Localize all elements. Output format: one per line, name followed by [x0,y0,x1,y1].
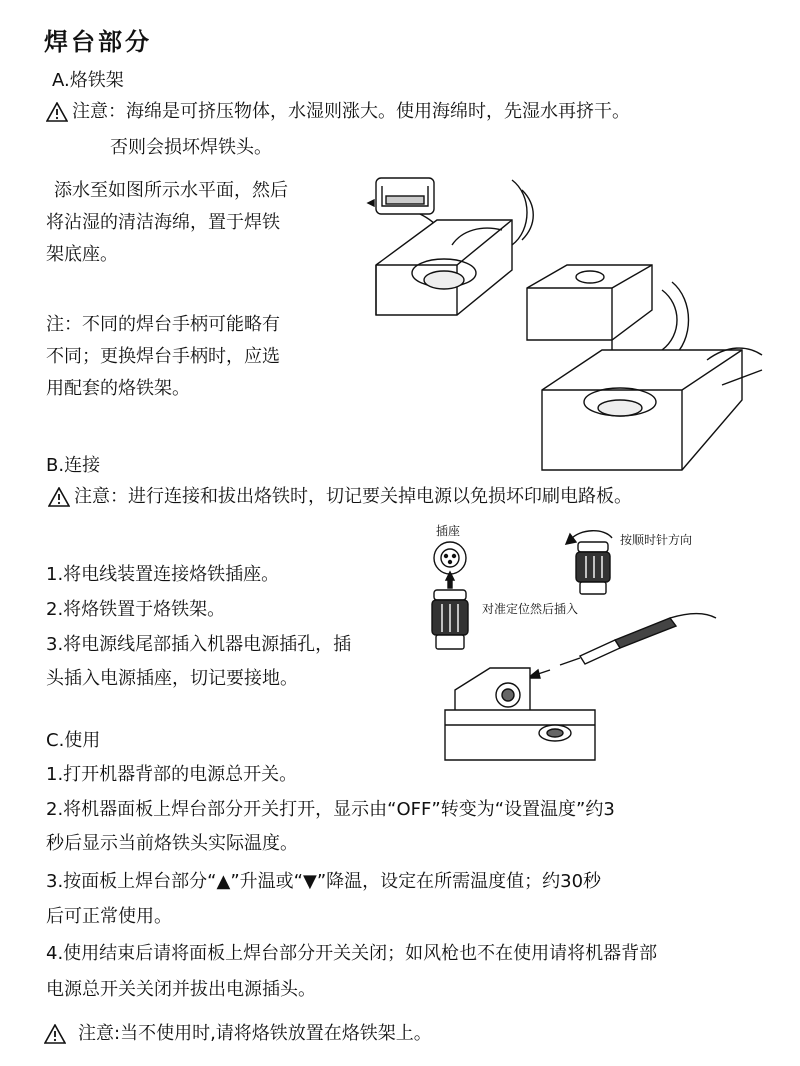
connect-step: 2.将烙铁置于烙铁架。 [46,599,226,620]
usage-line: 3.按面板上焊台部分“▲”升温或“▼”降温，设定在所需温度值；约30秒 [46,871,602,892]
warning-icon [46,102,68,122]
clockwise-label: 按顺时针方向 [620,533,693,547]
connect-step: 头插入电源插座，切记要接地。 [46,668,298,689]
usage-line: 1.打开机器背部的电源总开关。 [46,764,298,785]
usage-line: 2.将机器面板上焊台部分开关打开，显示由“OFF”转变为“设置温度”约3 [46,799,615,820]
section-a-heading: A.烙铁架 [52,70,124,91]
socket-label: 插座 [436,524,461,538]
warning-text: 注意：进行连接和拔出烙铁时，切记要关掉电源以免损坏印刷电路板。 [74,486,632,507]
warning-icon [44,1024,66,1044]
warning-text: 注意:当不使用时,请将烙铁放置在烙铁架上。 [78,1023,432,1044]
section-c-heading: C.使用 [46,730,101,751]
handle-note-line: 用配套的烙铁架。 [46,378,190,399]
usage-line: 电源总开关关闭并拔出电源插头。 [46,979,316,1000]
page-title: 焊台部分 [44,28,152,56]
connect-step: 3.将电源线尾部插入机器电源插孔，插 [46,634,352,655]
warning-text-cont: 否则会损坏焊铁头。 [110,137,272,158]
handle-note-line: 注：不同的焊台手柄可能略有 [46,314,280,335]
section-a-warning [46,97,630,127]
final-warning [44,1019,432,1049]
usage-line: 后可正常使用。 [46,906,172,927]
usage-line: 秒后显示当前烙铁头实际温度。 [46,833,298,854]
water-instruction-line: 架底座。 [46,244,118,265]
warning-text: 注意：海绵是可挤压物体，水湿则涨大。使用海绵时，先湿水再挤干。 [72,101,630,122]
sponge-tray-illustration [362,170,782,475]
usage-line: 4.使用结束后请将面板上焊台部分开关关闭；如风枪也不在使用请将机器背部 [46,943,658,964]
section-b-heading: B.连接 [46,455,101,476]
water-instruction-line: 将沾湿的清洁海绵，置于焊铁 [46,212,280,233]
handle-note-line: 不同；更换焊台手柄时，应选 [46,346,280,367]
warning-icon [48,487,70,507]
connection-illustration [420,520,720,770]
align-insert-label: 对准定位然后插入 [482,602,579,616]
section-b-warning [48,482,632,512]
connect-step: 1.将电线装置连接烙铁插座。 [46,564,280,585]
water-instruction-line: 添水至如图所示水平面，然后 [54,180,288,201]
